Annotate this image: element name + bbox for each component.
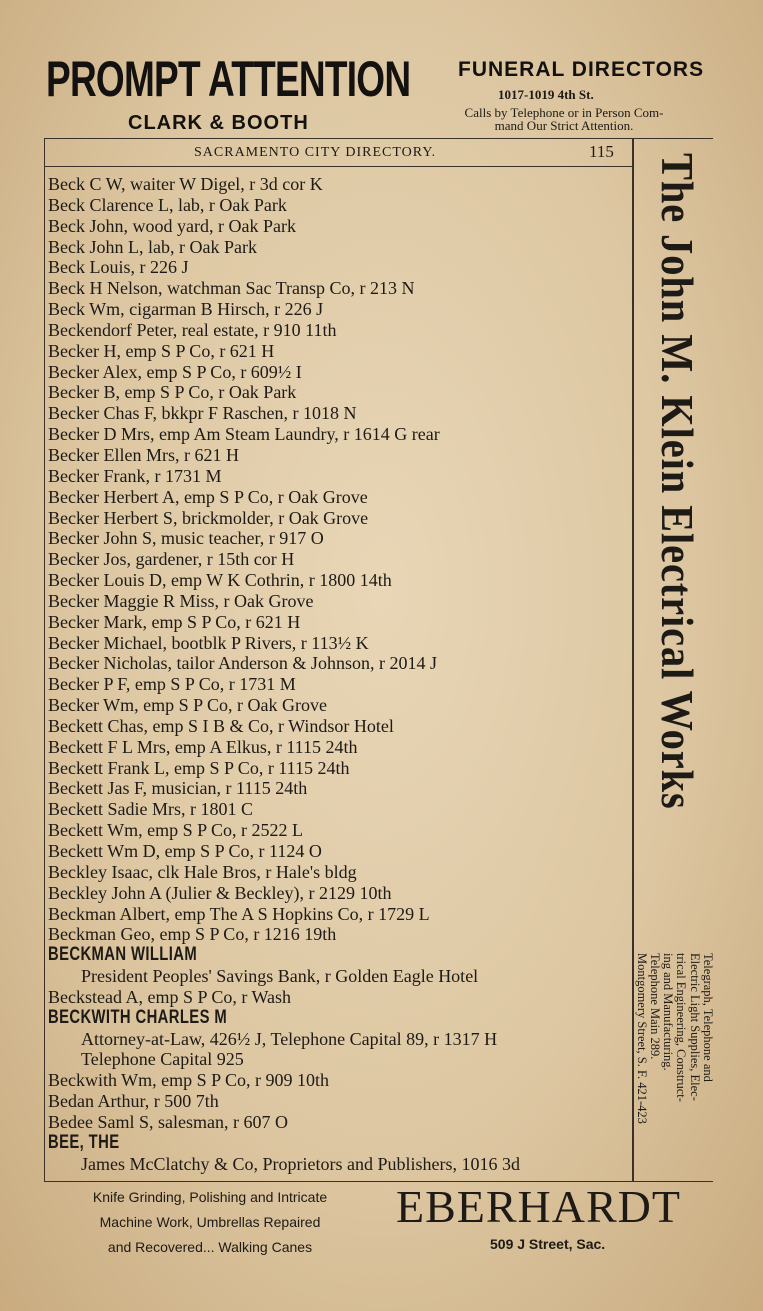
directory-entry: Beckett Wm D, emp S P Co, r 1124 O [48, 841, 322, 861]
side-ad-title [646, 153, 708, 899]
bottom-ad-name: EBERHARDT [396, 1181, 681, 1232]
directory-entry: Becker P F, emp S P Co, r 1731 M [48, 674, 296, 695]
directory-entry: Becker Herbert A, emp S P Co, r Oak Grove [48, 486, 368, 507]
directory-entry: Bedan Arthur, r 500 7th [48, 1091, 219, 1112]
top-advertisement [0, 0, 763, 138]
directory-entry: Becker D Mrs, emp Am Steam Laundry, r 1614 G rear [48, 424, 440, 445]
directory-entry: Beck John, wood yard, r Oak Park [48, 215, 296, 236]
directory-entry: Beckett Jas F, musician, r 1115 24th [48, 778, 308, 799]
directory-entry: President Peoples' Savings Bank, r Golden Eagle Hotel [81, 966, 479, 987]
ad-calls-line: mand Our Strict Attention. [494, 118, 634, 133]
directory-entry: Beck Clarence L, lab, r Oak Park [48, 194, 287, 215]
directory-entry: Beckendorf Peter, real estate, r 910 11th [48, 319, 337, 340]
directory-entry: Beck Louis, r 226 J [48, 257, 189, 278]
directory-entry: Becker John S, music teacher, r 917 O [48, 528, 324, 549]
directory-entry: Beck John L, lab, r Oak Park [48, 236, 257, 257]
directory-entry: Becker Wm, emp S P Co, r Oak Grove [48, 695, 327, 716]
directory-entry: Becker Mark, emp S P Co, r 621 H [48, 611, 301, 632]
directory-entry: Becker Frank, r 1731 M [48, 465, 222, 486]
ad-headline: PROMPT ATTENTION [46, 51, 411, 107]
directory-entry: Beckett Chas, emp S I B & Co, r Windsor Hotel [48, 715, 394, 736]
directory-entry: Beck C W, waiter W Digel, r 3d cor K [48, 174, 323, 194]
directory-entry: Beckley Isaac, clk Hale Bros, r Hale's bldg [48, 861, 357, 882]
directory-entry: Beckley John A (Julier & Beckley), r 2129 10th [48, 882, 392, 903]
directory-entry: Becker Chas F, bkkpr F Raschen, r 1018 N [48, 403, 357, 424]
directory-entry: Becker Jos, gardener, r 15th cor H [48, 549, 295, 570]
directory-entry: James McClatchy & Co, Proprietors and Publishers, 1016 3d [81, 1153, 520, 1174]
directory-entry: Telephone Capital 925 [81, 1049, 244, 1070]
side-ad-line: trical Engineering, Construct- [674, 953, 689, 1102]
bottom-ad-line: and Recovered... Walking Canes [107, 1239, 313, 1255]
directory-heading: BEE, THE [48, 1131, 120, 1153]
side-ad-line: Telegraph, Telephone and [701, 953, 715, 1082]
side-advertisement [634, 145, 715, 1180]
directory-entry: Beckett Wm, emp S P Co, r 2522 L [48, 820, 303, 841]
directory-entry: Becker Michael, bootblk P Rivers, r 113½ K [48, 632, 369, 653]
directory-entry: Becker Nicholas, tailor Anderson & Johnson, r 2014 J [48, 653, 437, 674]
ad-address: 1017-1019 4th St. [498, 87, 594, 102]
ad-calls-line: Calls by Telephone or in Person Com- [464, 105, 664, 120]
ad-firm-name: CLARK & BOOTH [128, 112, 309, 134]
bottom-ad-address: 509 J Street, Sac. [490, 1236, 606, 1252]
directory-entry: Beckett F L Mrs, emp A Elkus, r 1115 24th [48, 736, 358, 757]
directory-entry: Beckman Geo, emp S P Co, r 1216 19th [48, 924, 337, 945]
bottom-ad-services [40, 1185, 380, 1260]
ad-calls-text [415, 106, 713, 132]
directory-entry: Beckett Sadie Mrs, r 1801 C [48, 799, 253, 820]
directory-entry: Becker Louis D, emp W K Cothrin, r 1800 14th [48, 570, 392, 591]
directory-entry: Becker Herbert S, brickmolder, r Oak Grove [48, 507, 369, 528]
directory-entry: Beckstead A, emp S P Co, r Wash [48, 986, 292, 1007]
directory-entry: Becker B, emp S P Co, r Oak Park [48, 382, 297, 403]
running-title: SACRAMENTO CITY DIRECTORY. [194, 145, 437, 160]
directory-entry: Becker Ellen Mrs, r 621 H [48, 444, 239, 465]
directory-entry: Beck H Nelson, watchman Sac Transp Co, r 213 N [48, 278, 415, 299]
directory-entry: Bedee Saml S, salesman, r 607 O [48, 1111, 288, 1132]
page-header [44, 142, 632, 167]
directory-entry: Becker Alex, emp S P Co, r 609½ I [48, 361, 302, 382]
side-ad-line: ing and Manufacturing. [661, 953, 676, 1071]
side-ad-line: Montgomery Street, S. F. 421-423 [634, 953, 649, 1124]
bottom-ad-line: Knife Grinding, Polishing and Intricate [92, 1189, 328, 1205]
ad-service: FUNERAL DIRECTORS [458, 58, 705, 81]
directory-entry: Becker Maggie R Miss, r Oak Grove [48, 590, 314, 611]
bottom-advertisement [0, 1182, 763, 1311]
page-number: 115 [589, 142, 614, 161]
directory-entry: Attorney-at-Law, 426½ J, Telephone Capital 89, r 1317 H [81, 1028, 498, 1049]
bottom-ad-line: Machine Work, Umbrellas Repaired [99, 1214, 321, 1230]
directory-entry: Beck Wm, cigarman B Hirsch, r 226 J [48, 299, 324, 320]
side-ad-line: Electric Light Supplies, Elec- [687, 953, 702, 1101]
directory-entry: Beckman Albert, emp The A S Hopkins Co, r 1729 L [48, 903, 430, 924]
directory-heading: BECKMAN WILLIAM [48, 944, 198, 966]
side-ad-title-text: The John M. Klein Electrical Works [652, 153, 703, 810]
side-ad-line: Telephone Main 289. [647, 953, 662, 1060]
directory-entry: Beckett Frank L, emp S P Co, r 1115 24th [48, 757, 350, 778]
directory-heading: BECKWITH CHARLES M [48, 1006, 228, 1028]
directory-entries [48, 174, 633, 1175]
directory-entry: Becker H, emp S P Co, r 621 H [48, 340, 275, 361]
directory-entry: Beckwith Wm, emp S P Co, r 909 10th [48, 1070, 329, 1091]
